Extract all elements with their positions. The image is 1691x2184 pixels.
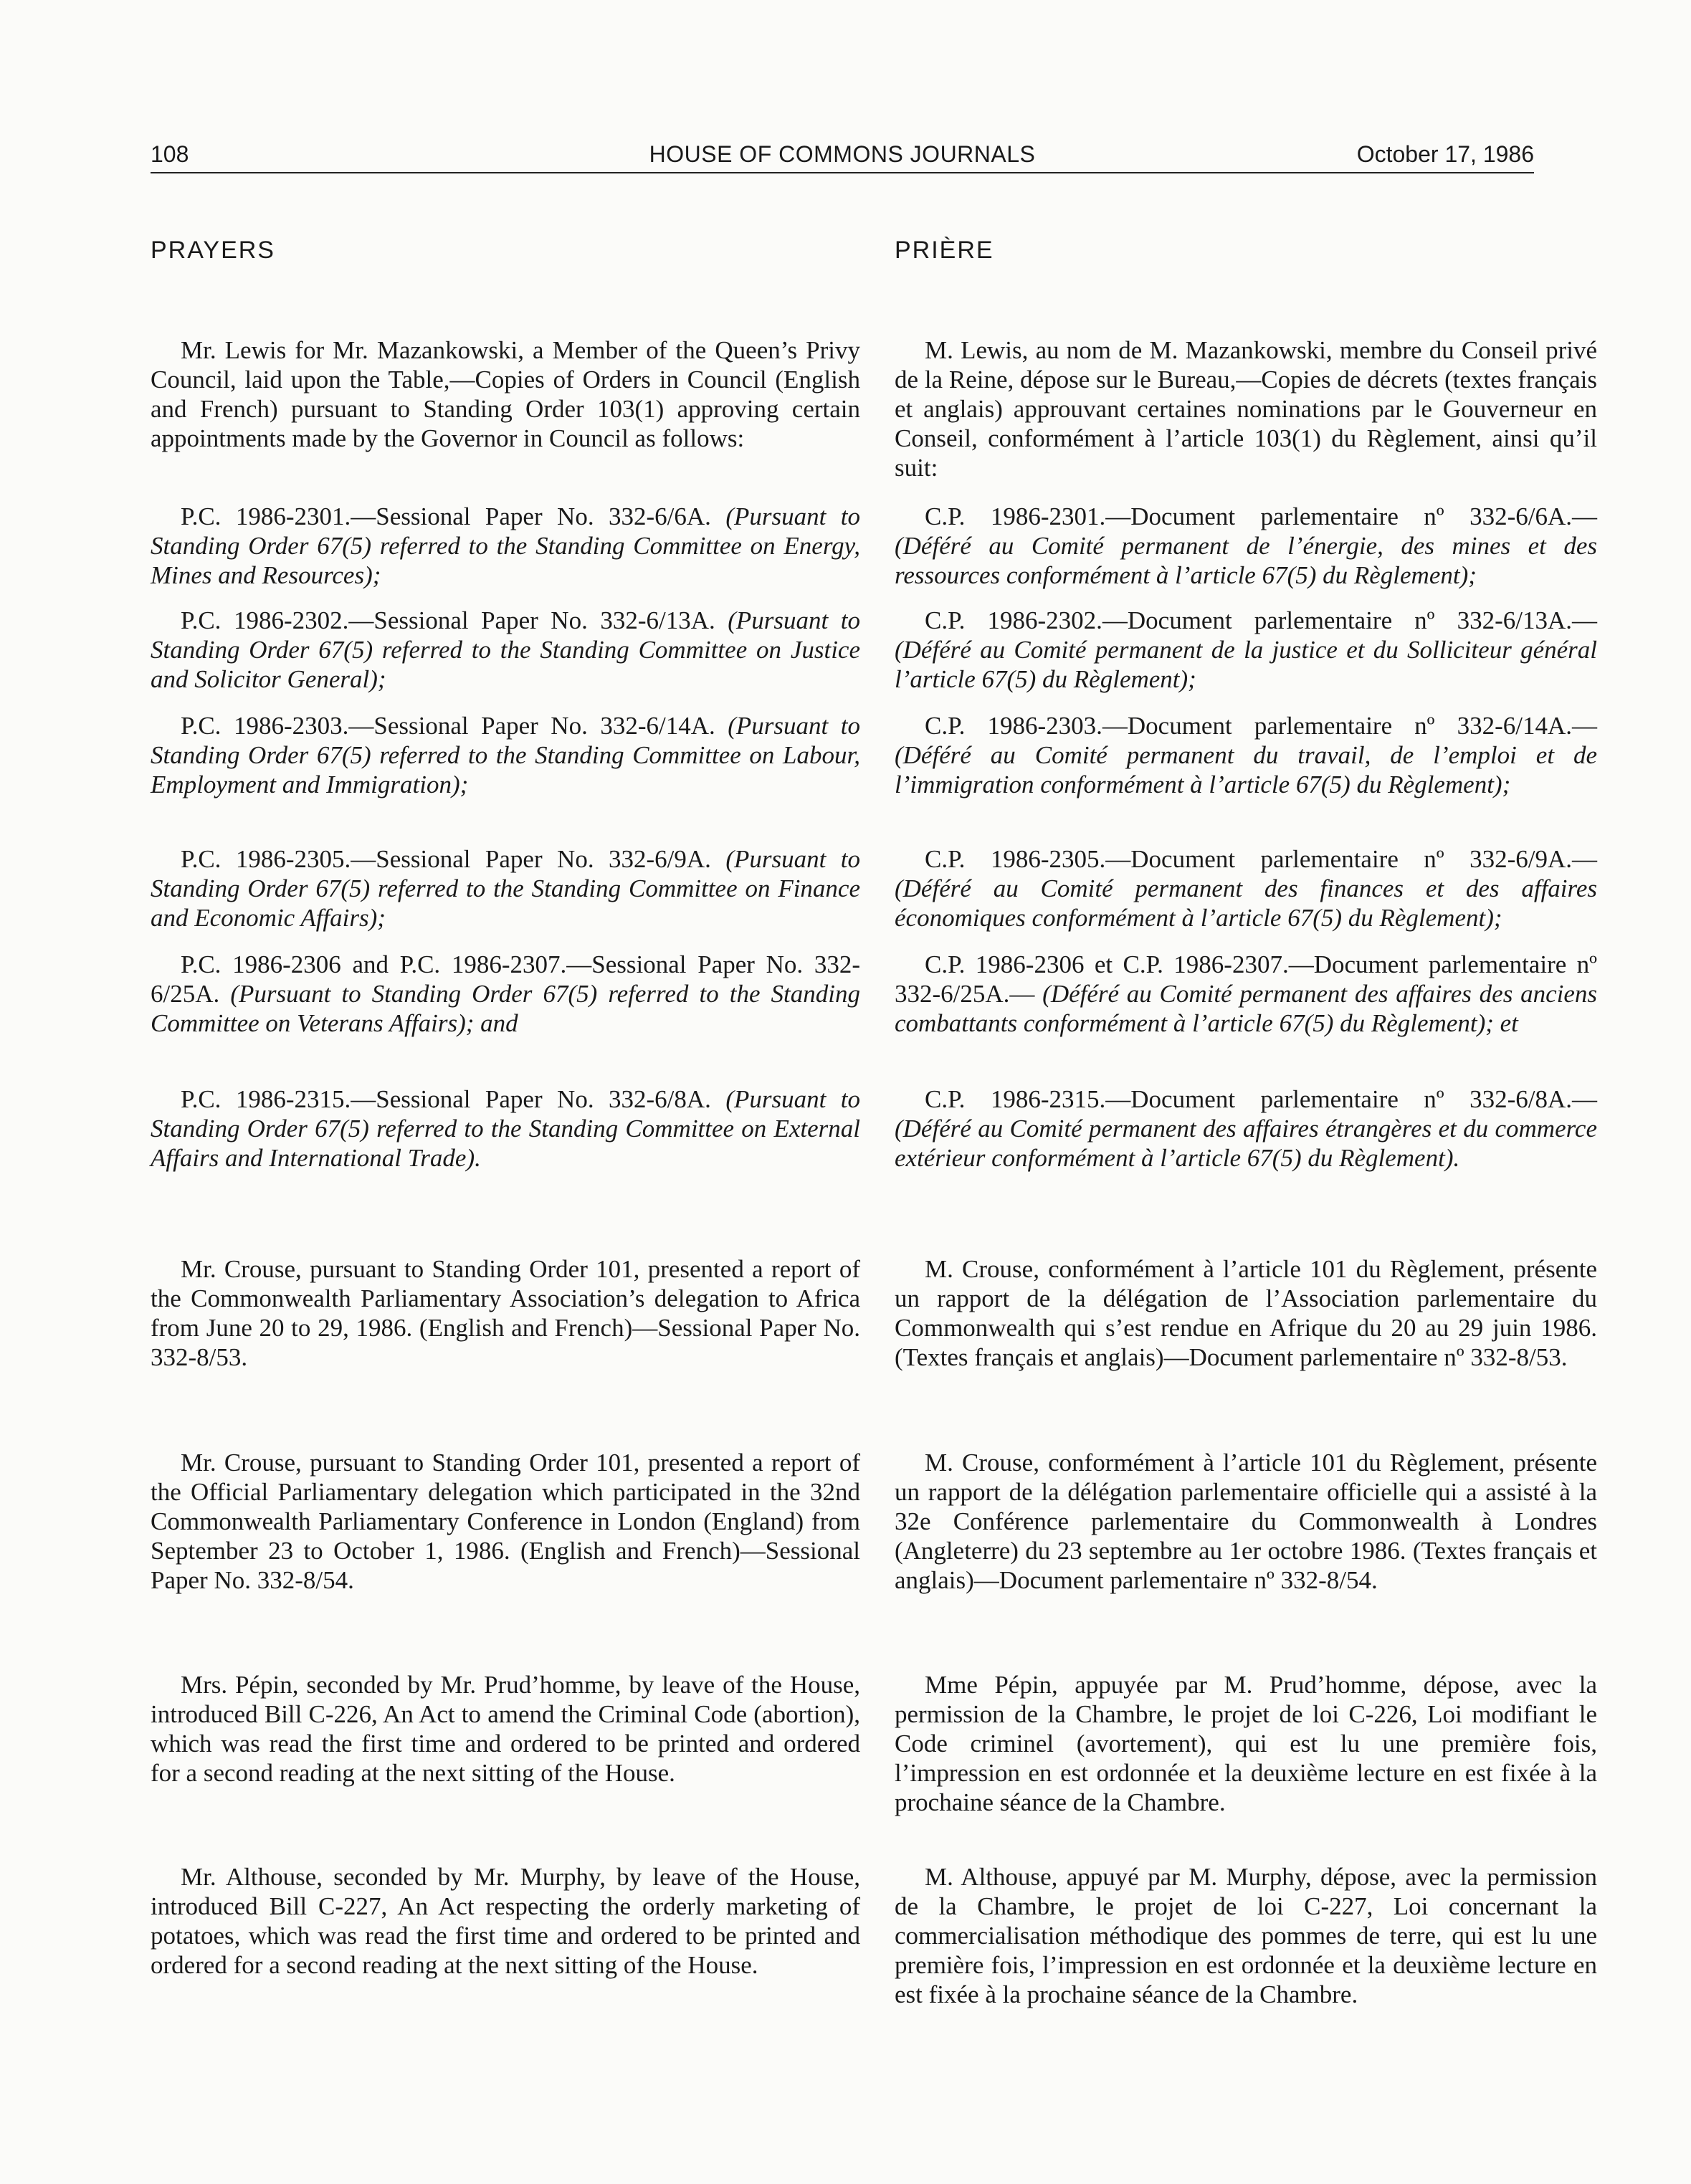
order-detail: (Déféré au Comité permanent des affaires étrangères et du commerce extérieur conformément à l’article 67(5) du Règlement). bbox=[895, 1115, 1597, 1172]
order-in-council bbox=[895, 711, 1597, 799]
order-detail: (Déféré au Comité permanent de la justice et du Solliciteur général l’article 67(5) du Règlement); bbox=[895, 636, 1597, 693]
order-detail: (Pursuant to Standing Order 67(5) referred to the Standing Committee on Justice and Solicitor General); bbox=[151, 606, 860, 693]
order-detail: (Déféré au Comité permanent des finances et des affaires économiques conformément à l’article 67(5) du Règlement); bbox=[895, 874, 1597, 932]
order-in-council bbox=[151, 502, 860, 590]
order-in-council bbox=[151, 844, 860, 933]
order-in-council bbox=[895, 502, 1597, 590]
bill-c226-entry: Mme Pépin, appuyée par M. Prud’homme, dépose, avec la permission de la Chambre, le projet de loi C-226, Loi modifiant le Code criminel (avortement), qui est lu une première fois, l’impression en est ordonnée et la deuxième lecture en est fixée à la prochaine séance de la Chambre. bbox=[895, 1671, 1597, 1816]
bill-c226-entry: Mrs. Pépin, seconded by Mr. Prud’homme, by leave of the House, introduced Bill C-226, An Act to amend the Criminal Code (abortion), which was read the first time and ordered to be printed and ordered for a second reading at the next sitting of the House. bbox=[151, 1671, 860, 1787]
order-detail: (Déféré au Comité permanent du travail, de l’emploi et de l’immigration conformément à l’article 67(5) du Règlement); bbox=[895, 741, 1597, 798]
bill-c227-entry: M. Althouse, appuyé par M. Murphy, dépose, avec la permission de la Chambre, le projet de loi C-227, Loi concernant la commercialisation méthodique des pommes de terre, qui est lu une première fois, l’impression en est ordonnée et la deuxième lecture en est fixée à la prochaine séance de la Chambre. bbox=[895, 1863, 1597, 2008]
order-in-council bbox=[895, 950, 1597, 1038]
order-reference: C.P. 1986-2301.—Document parlementaire nº 332-6/6A.— bbox=[925, 502, 1597, 530]
crouse-africa-report: M. Crouse, conformément à l’article 101 du Règlement, présente un rapport de la délégation de l’Association parlementaire du Commonwealth qui s’est rendue en Afrique du 20 au 29 juin 1986. (Textes français et anglais)—Document parlementaire nº 332-8/53. bbox=[895, 1255, 1597, 1371]
order-reference: C.P. 1986-2303.—Document parlementaire nº 332-6/14A.— bbox=[925, 712, 1597, 740]
order-reference: C.P. 1986-2305.—Document parlementaire nº 332-6/9A.— bbox=[925, 845, 1597, 873]
crouse-london-report: Mr. Crouse, pursuant to Standing Order 101, presented a report of the Official Parliamentary delegation which participated in the 32nd Commonwealth Parliamentary Conference in London (England) from September 23 to October 1, 1986. (English and French)—Sessional Paper No. 332-8/54. bbox=[151, 1449, 860, 1594]
order-in-council bbox=[895, 844, 1597, 933]
order-detail: (Pursuant to Standing Order 67(5) referred to the Standing Committee on Finance and Economic Affairs); bbox=[151, 845, 860, 932]
order-in-council bbox=[151, 1084, 860, 1173]
bill-c227-entry: Mr. Althouse, seconded by Mr. Murphy, by leave of the House, introduced Bill C-227, An Act respecting the orderly marketing of potatoes, which was read the first time and ordered to be printed and ordered for a second reading at the next sitting of the House. bbox=[151, 1863, 860, 1979]
order-reference: P.C. 1986-2303.—Sessional Paper No. 332-6/14A. bbox=[181, 712, 715, 740]
order-detail: (Pursuant to Standing Order 67(5) referred to the Standing Committee on Veterans Affairs); and bbox=[151, 980, 861, 1037]
tabling-intro: Mr. Lewis for Mr. Mazankowski, a Member of the Queen’s Privy Council, laid upon the Table,—Copies of Orders in Council (English and French) pursuant to Standing Order 103(1) approving certain appointments made by the Governor in Council as follows: bbox=[151, 336, 860, 452]
order-reference: P.C. 1986-2305.—Sessional Paper No. 332-6/9A. bbox=[181, 845, 711, 873]
crouse-africa-report: Mr. Crouse, pursuant to Standing Order 101, presented a report of the Commonwealth Parliamentary Association’s delegation to Africa from June 20 to 29, 1986. (English and French)—Sessional Paper No. 332-8/53. bbox=[151, 1255, 860, 1371]
order-in-council bbox=[151, 606, 860, 694]
tabling-intro: M. Lewis, au nom de M. Mazankowski, membre du Conseil privé de la Reine, dépose sur le Bureau,—Copies de décrets (textes français et anglais) approuvant certaines nominations par le Gouverneur en Conseil, conformément à l’article 103(1) du Règlement, ainsi qu’il suit: bbox=[895, 336, 1597, 482]
order-reference: C.P. 1986-2302.—Document parlementaire nº 332-6/13A.— bbox=[925, 606, 1597, 634]
order-detail: (Pursuant to Standing Order 67(5) referred to the Standing Committee on Labour, Employment and Immigration); bbox=[151, 712, 860, 798]
section-title-french: PRIÈRE bbox=[895, 237, 994, 264]
order-reference: C.P. 1986-2306 et C.P. 1986-2307.—Document parlementaire nº 332-6/25A.— bbox=[895, 950, 1597, 1008]
section-title-english: PRAYERS bbox=[151, 237, 275, 264]
order-reference: C.P. 1986-2315.—Document parlementaire nº 332-6/8A.— bbox=[925, 1085, 1597, 1113]
order-in-council bbox=[151, 950, 860, 1038]
order-detail: (Pursuant to Standing Order 67(5) referred to the Standing Committee on External Affairs and International Trade). bbox=[151, 1085, 860, 1172]
page-header bbox=[151, 136, 1534, 173]
order-reference: P.C. 1986-2306 and P.C. 1986-2307.—Sessional Paper No. 332-6/25A. bbox=[151, 950, 860, 1008]
order-detail: (Déféré au Comité permanent de l’énergie, des mines et des ressources conformément à l’article 67(5) du Règlement); bbox=[895, 532, 1597, 589]
crouse-london-report: M. Crouse, conformément à l’article 101 du Règlement, présente un rapport de la délégation parlementaire officielle qui a assisté à la 32e Conférence parlementaire du Commonwealth à Londres (Angleterre) du 23 septembre au 1er octobre 1986. (Textes français et anglais)—Document parlementaire nº 332-8/54. bbox=[895, 1449, 1597, 1594]
journal-date: October 17, 1986 bbox=[1356, 141, 1534, 167]
order-reference: P.C. 1986-2315.—Sessional Paper No. 332-6/8A. bbox=[181, 1085, 711, 1113]
order-in-council bbox=[151, 711, 860, 799]
order-detail: (Déféré au Comité permanent des affaires des anciens combattants conformément à l’article 67(5) du Règlement); et bbox=[895, 980, 1597, 1037]
english-column bbox=[151, 237, 861, 1979]
journal-title: HOUSE OF COMMONS JOURNALS bbox=[649, 141, 1036, 167]
order-detail: (Pursuant to Standing Order 67(5) referred to the Standing Committee on Energy, Mines and Resources); bbox=[151, 502, 860, 589]
order-reference: P.C. 1986-2302.—Sessional Paper No. 332-6/13A. bbox=[181, 606, 715, 634]
order-in-council bbox=[895, 606, 1597, 694]
order-in-council bbox=[895, 1084, 1597, 1173]
order-reference: P.C. 1986-2301.—Sessional Paper No. 332-6/6A. bbox=[181, 502, 711, 530]
french-column bbox=[895, 237, 1597, 2008]
page-number: 108 bbox=[151, 141, 189, 167]
